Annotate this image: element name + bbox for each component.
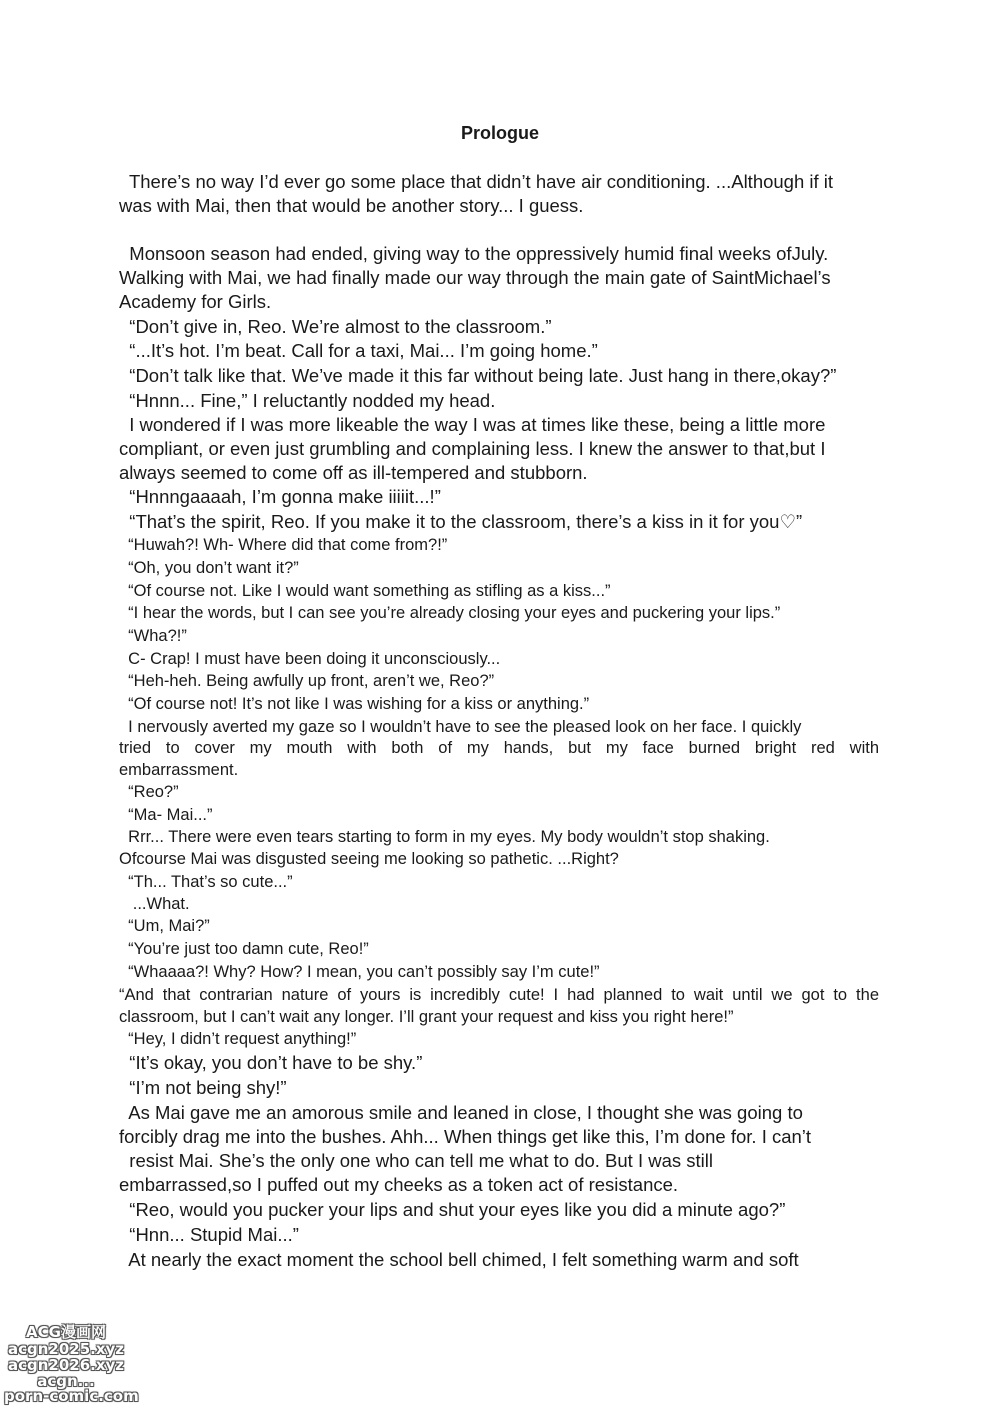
text-line: “Heh-heh. Being awfully up front, aren’t we, Reo?” (119, 672, 495, 690)
text-line: “Whaaaa?! Why? How? I mean, you can’t possibly say I’m cute!” (119, 963, 600, 981)
watermark-line: acgn... (37, 1372, 95, 1390)
text-line: At nearly the exact moment the school bell chimed, I felt something warm and soft (119, 1249, 799, 1270)
text-line: Academy for Girls. (119, 291, 272, 312)
text-line: Ofcourse Mai was disgusted seeing me looking so pathetic. ...Right? (119, 850, 619, 868)
chapter-title: Prologue (460, 123, 539, 143)
watermark-line: acgn2026.xyz (7, 1356, 125, 1374)
text-line: “That’s the spirit, Reo. If you make it to the classroom, there’s a kiss in it for you♡” (119, 511, 803, 532)
text-line: “Reo?” (119, 783, 179, 801)
text-line: “Um, Mai?” (119, 917, 210, 935)
text-line: forcibly drag me into the bushes. Ahh... When things get like this, I’m done for. I can’t (119, 1126, 812, 1147)
text-line: “Hnn... Stupid Mai...” (119, 1224, 299, 1245)
text-line: tried to cover my mouth with both of my hands, but my face burned bright red with (119, 739, 879, 757)
text-line: embarrassment. (119, 761, 239, 779)
text-line: “Oh, you don’t want it?” (119, 559, 299, 577)
text-line: classroom, but I can’t wait any longer. I’ll grant your request and kiss you right here!” (119, 1008, 734, 1026)
text-line: “Of course not! It’s not like I was wishing for a kiss or anything.” (119, 695, 590, 713)
text-line: “Hey, I didn’t request anything!” (119, 1030, 357, 1048)
text-line: As Mai gave me an amorous smile and leaned in close, I thought she was going to (119, 1102, 803, 1123)
text-line: I nervously averted my gaze so I wouldn’t have to see the pleased look on her face. I quickly (119, 718, 802, 736)
watermark-line: ACG漫画网 (26, 1323, 106, 1341)
watermark-line: porn-comic.com (4, 1387, 139, 1405)
text-line: ...What. (119, 895, 190, 913)
watermark-line: acgn2025.xyz (7, 1340, 125, 1358)
text-line: always seemed to come off as ill-tempered and stubborn. (119, 462, 588, 483)
text-line: “Hnnn... Fine,” I reluctantly nodded my head. (119, 390, 496, 411)
text-line: “Wha?!” (119, 627, 187, 645)
text-line: “Of course not. Like I would want something as stifling as a kiss...” (119, 582, 611, 600)
text-line: There’s no way I’d ever go some place that didn’t have air conditioning. ...Although if it (119, 171, 834, 192)
text-line: “Ma- Mai...” (119, 806, 213, 824)
text-line: Rrr... There were even tears starting to form in my eyes. My body wouldn’t stop shaking. (119, 828, 770, 846)
text-line: C- Crap! I must have been doing it unconsciously... (119, 650, 501, 668)
text-line: “...It’s hot. I’m beat. Call for a taxi, Mai... I’m going home.” (119, 340, 598, 361)
text-line: I wondered if I was more likeable the way I was at times like these, being a little more (119, 414, 826, 435)
text-line: Walking with Mai, we had finally made our way through the main gate of SaintMichael’s (119, 267, 831, 288)
text-line: “Don’t talk like that. We’ve made it this far without being late. Just hang in there,okay?” (119, 365, 837, 386)
text-line: “Don’t give in, Reo. We’re almost to the classroom.” (119, 316, 552, 337)
text-line: “You’re just too damn cute, Reo!” (119, 940, 369, 958)
text-line: “I hear the words, but I can see you’re already closing your eyes and puckering your lips.” (119, 604, 781, 622)
text-line: embarrassed,so I puffed out my cheeks as a token act of resistance. (119, 1174, 679, 1195)
text-line: “Hnnngaaaah, I’m gonna make iiiiit...!” (119, 486, 441, 507)
text-line: Monsoon season had ended, giving way to the oppressively humid final weeks ofJuly. (119, 243, 829, 264)
text-line: “Th... That’s so cute...” (119, 873, 293, 891)
text-line: “Reo, would you pucker your lips and shut your eyes like you did a minute ago?” (119, 1199, 786, 1220)
text-line: resist Mai. She’s the only one who can tell me what to do. But I was still (119, 1150, 713, 1171)
text-line: “I’m not being shy!” (119, 1077, 287, 1098)
text-line: “Huwah?! Wh- Where did that come from?!” (119, 536, 448, 554)
text-line: “And that contrarian nature of yours is incredibly cute! I had planned to wait until we got to the (119, 986, 879, 1004)
text-line: was with Mai, then that would be another story... I guess. (119, 195, 584, 216)
text-line: compliant, or even just grumbling and complaining less. I knew the answer to that,but I (119, 438, 826, 459)
text-line: “It’s okay, you don’t have to be shy.” (119, 1052, 423, 1073)
